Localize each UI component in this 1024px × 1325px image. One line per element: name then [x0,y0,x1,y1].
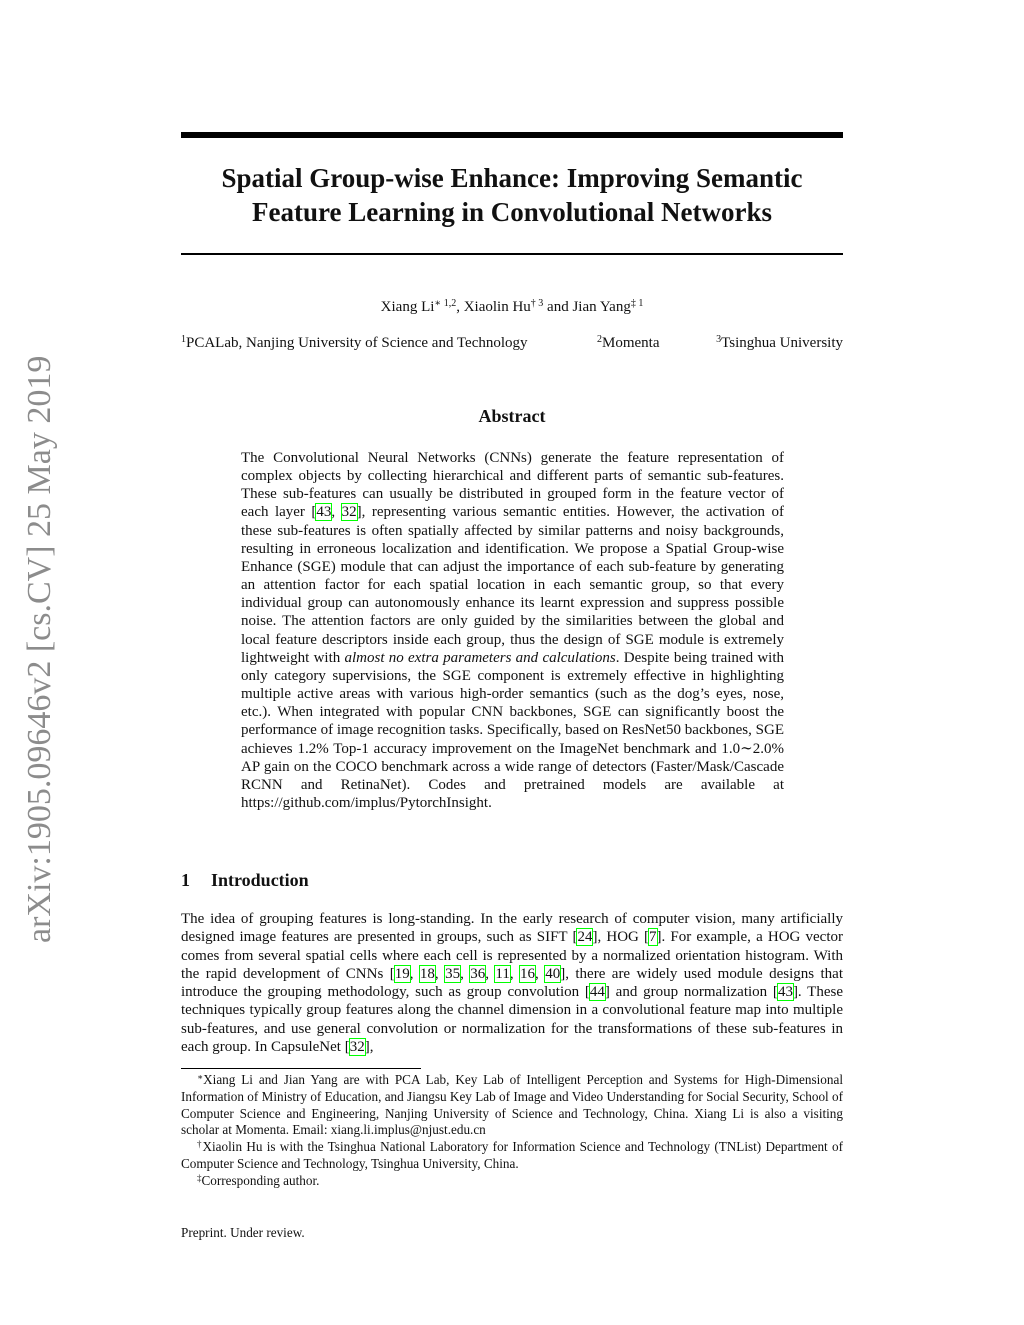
citation-separator: , [331,504,342,521]
citation-link[interactable]: 16 [520,965,536,982]
introduction-body [181,910,843,1056]
citation-link[interactable]: 36 [470,965,486,982]
affiliation-item [716,333,843,353]
body-text: ], [364,1039,374,1056]
preprint-note: Preprint. Under review. [181,1225,305,1240]
author-name: Xiang Li [380,299,435,315]
citation-link[interactable]: 44 [589,984,605,1001]
affiliation-name: PCALab, Nanjing University of Science and Technology [186,335,528,351]
author-separator: and [543,299,573,315]
citation-link[interactable]: 32 [341,504,357,521]
citation-link[interactable]: 18 [419,965,435,982]
abstract-text: The Convolutional Neural Networks (CNNs) generate the feature representation of complex objects by collecting hierarchical and different parts of semantic sub-features. These sub-features can usually be distributed in grouped form in the feature vector of each layer [ [241,450,784,521]
author-name: Jian Yang [572,299,631,315]
citation-separator: , [535,965,546,982]
body-text: ] and group normalization [ [604,984,778,1001]
body-text: ]. For example, a HOG vector comes from several spatial cells where each cell is represented by a normalized orientation histogram. With the rapid development of CNNs [ [181,929,843,982]
footnote-rule [181,1068,421,1069]
footnote-item [181,1139,843,1173]
citation-link[interactable]: 40 [545,965,561,982]
affiliation-name: Momenta [602,335,660,351]
affiliation-mark: 3 [716,334,722,345]
footnote-mark: † [197,1139,203,1150]
author-separator: , [456,299,464,315]
author-marks: ∗ 1,2 [434,298,457,309]
footnote-text: Xiaolin Hu is with the Tsinghua National Laboratory for Information Science and Technology (TNList) Department of Computer Science and Technology, Tsinghua University, China. [181,1139,843,1171]
abstract-emphasis: almost no extra parameters and calculations [344,649,616,666]
arxiv-identifier[interactable]: arXiv:1905.09646v2 [cs.CV] 25 May 2019 [21,355,58,943]
affiliation-mark: 2 [597,334,602,345]
citation-separator: , [509,965,521,982]
citation-link[interactable]: 32 [349,1039,365,1056]
footnote-item [181,1072,843,1139]
citation-link[interactable]: 43 [777,984,793,1001]
author-marks: † 3 [530,298,544,309]
citation-link[interactable]: 24 [577,929,593,946]
citation-separator: , [460,965,471,982]
footnotes [181,1072,843,1190]
citation-link[interactable]: 11 [495,965,510,982]
title-top-rule [181,132,843,138]
citation-link[interactable]: 19 [394,965,410,982]
footnote-item [181,1173,843,1190]
abstract-body [241,449,784,812]
footnote-text: Xiang Li and Jian Yang are with PCA Lab, Key Lab of Intelligent Perception and Systems for High-Dimensional Information of Ministry of Education, and Jiangsu Key Lab of Image and Video Understanding for Social Security, School of Computer Science and Engineering, Nanjing University of Science and Technology, China. Xiang Li is also a visiting scholar at Momenta. Email: xiang.li.implus@njust.edu.cn [181,1072,843,1138]
body-text: The idea of grouping features is long-standing. In the early research of computer vision, many artificially designed image features are presented in groups, such as SIFT [ [181,911,843,946]
abstract-text: ], representing various semantic entities. However, the activation of these sub-features is often spatially affected by similar patterns and noisy backgrounds, resulting in erroneous localization and identification. We propose a Spatial Group-wise Enhance (SGE) module that can adjust the importance of each sub-feature by generating an attention factor for each spatial location in each semantic group, so that every individual group can autonomously enhance its learnt expression and suppress possible noise. The attention factors are only guided by the similarities between the global and local feature descriptors inside each group, thus the design of SGE module is extremely lightweight with [241,504,785,666]
paper-title [181,161,843,229]
citation-link[interactable]: 43 [316,504,332,521]
affiliation-name: Tsinghua University [721,335,843,351]
citation-link[interactable]: 7 [649,929,657,946]
affiliation-mark: 1 [181,334,186,345]
section-title: Introduction [211,870,309,890]
body-text: ], there are widely used module designs that introduce the grouping methodology, such as group convolution [ [181,965,844,1001]
affiliation-item [181,333,528,353]
citation-separator: , [485,965,496,982]
abstract-text: . Despite being trained with only category supervisions, the SGE component is extremely effective in highlighting multiple active areas with various high-order semantics (such as the dog’s eyes, nose, etc.). When integrated with popular CNN backbones, SGE can significantly boost the performance of image recognition tasks. Specifically, based on ResNet50 backbones, SGE achieves 1.2% Top-1 accuracy improvement on the ImageNet benchmark and 1.0∼2.0% AP gain on the COCO benchmark across a wide range of detectors (Faster/Mask/Cascade RCNN and RetinaNet). Codes and pretrained models are available at https://github.com/implus/PytorchInsight. [241,649,784,811]
author-marks: ‡ 1 [630,298,644,309]
footnote-text: Corresponding author. [201,1172,320,1188]
affiliation-item [597,333,660,353]
body-text: ]. These techniques typically group features along the channel dimension in a convolutional feature map into multiple sub-features, and use general convolution or normalization for the transformations of these sub-features in each group. In CapsuleNet [ [181,984,843,1056]
title-line-1: Spatial Group-wise Enhance: Improving Semantic [221,163,803,193]
footnote-mark: ∗ [197,1072,204,1082]
abstract-heading: Abstract [478,406,546,426]
body-text: ], HOG [ [592,929,649,946]
citation-separator: , [434,965,446,982]
author-name: Xiaolin Hu [463,299,531,315]
citation-separator: , [409,965,420,982]
title-bottom-rule [181,253,843,255]
footnote-mark: ‡ [197,1172,202,1183]
title-line-2: Feature Learning in Convolutional Networks [251,197,772,227]
section-heading-introduction [181,868,843,892]
citation-link[interactable]: 35 [445,965,461,982]
section-number: 1 [181,870,190,890]
author-list [181,297,843,317]
